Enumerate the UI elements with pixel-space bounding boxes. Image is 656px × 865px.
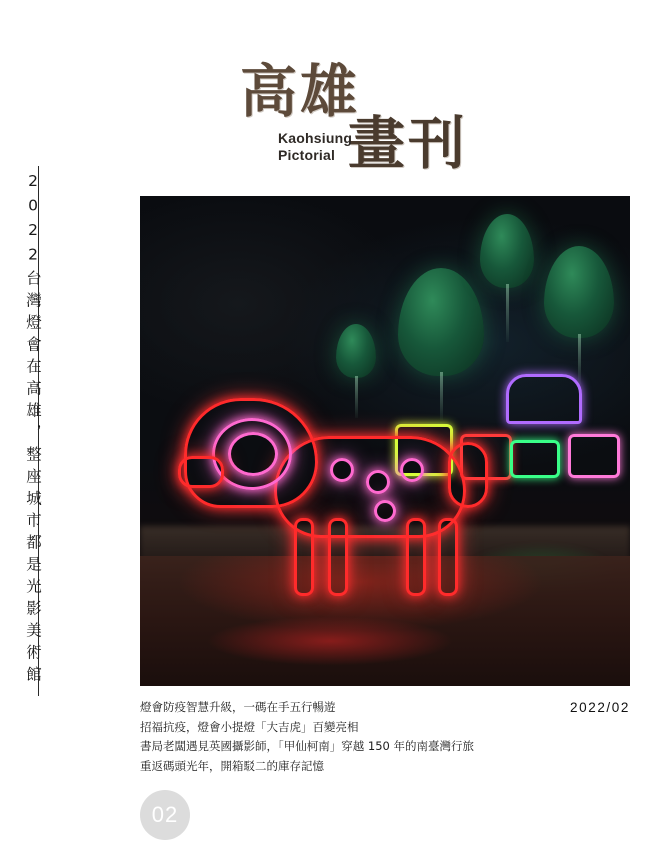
masthead [240, 59, 550, 177]
masthead-english-line2: Pictorial [278, 147, 336, 163]
masthead-title-line2: 畫刊 [348, 111, 468, 177]
tulip-lamp-icon [544, 246, 614, 386]
cover-caption-list [140, 698, 520, 776]
page-number-badge: 02 [140, 790, 190, 840]
neon-arch-purple [506, 374, 582, 424]
neon-figure-pink [568, 434, 620, 478]
caption-line: 燈會防疫智慧升級，一碼在手五行暢遊 [140, 700, 336, 714]
neon-figure-green [510, 440, 560, 478]
masthead-english [278, 130, 352, 164]
photo-red-light-reflection [160, 606, 500, 676]
tulip-lamp-icon [480, 214, 534, 344]
caption-line: 重返碼頭光年，開箱駁二的庫存記憶 [140, 758, 324, 773]
cover-photo [140, 196, 630, 686]
masthead-title-line1: 高雄 [240, 59, 360, 125]
issue-date: 2022/02 [570, 700, 630, 715]
caption-line: 書局老闆遇見英國攝影師，「甲仙柯南」穿越 150 年的南臺灣行旅 [140, 739, 475, 753]
caption-line: 招福抗疫，燈會小提燈「大吉虎」百變亮相 [140, 719, 359, 734]
cover-vertical-headline: 2022台灣燈會在高雄，整座城市都是光影美術館 [24, 172, 42, 688]
masthead-english-line1: Kaohsiung [278, 130, 353, 146]
neon-horse-lantern [178, 388, 478, 603]
